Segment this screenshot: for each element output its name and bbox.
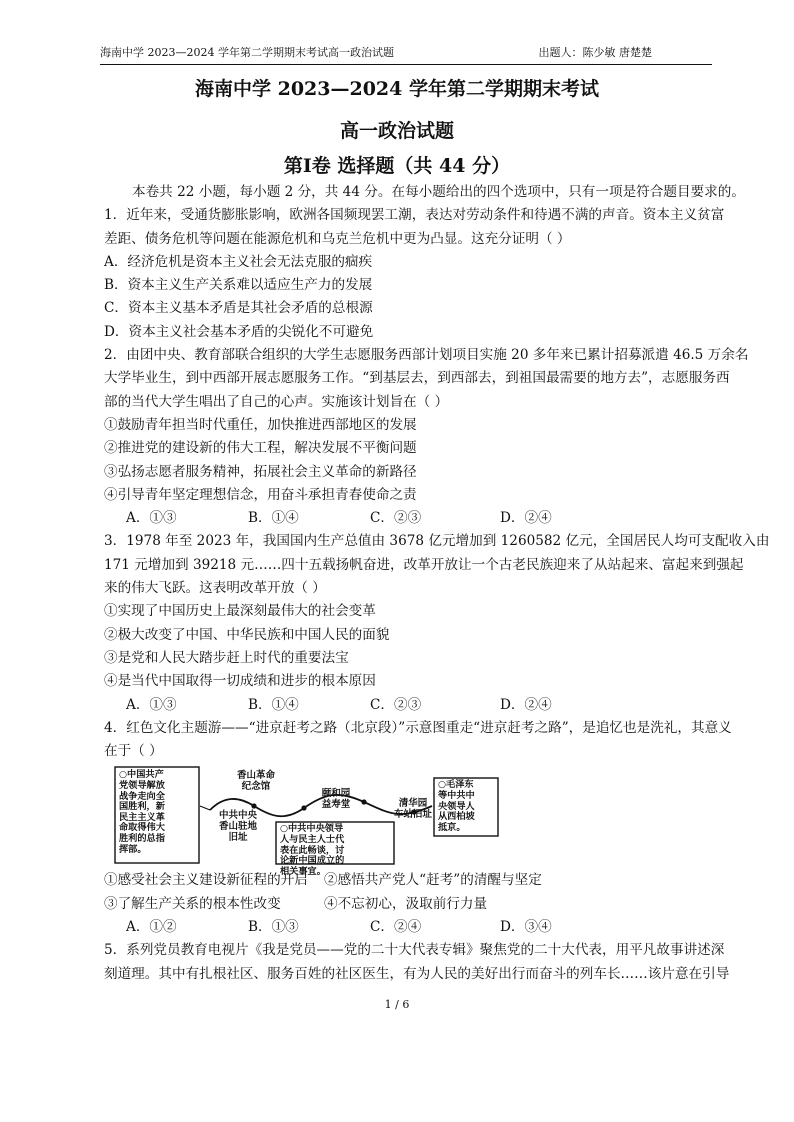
right-note: ○毛泽东 等中共中 央领导人 从西柏坡 抵京。 bbox=[438, 779, 475, 833]
node-xiangshan-memorial: 香山革命 纪念馆 bbox=[236, 770, 275, 793]
running-header bbox=[100, 44, 712, 65]
question-4 bbox=[104, 717, 732, 939]
middle-note: ○中共中央领导 人与民主人士代 表在此畅谈，讨 论新中国成立的 相关事宜。 bbox=[280, 823, 345, 877]
choice-d: D．③④ bbox=[500, 919, 552, 936]
question-3 bbox=[104, 530, 770, 716]
option-b: B．资本主义生产关系难以适应生产力的发展 bbox=[104, 277, 373, 294]
page-number: 1 / 6 bbox=[384, 998, 410, 1011]
choice-a: A．①② bbox=[126, 919, 177, 936]
left-note: ○中国共产 党领导解放 战争走向全 国胜利，新 民主主义革 命取得伟大 胜利的总指 挥部。 bbox=[119, 769, 165, 855]
statement-1: ①鼓励青年担当时代重任，加快推进西部地区的发展 bbox=[104, 416, 417, 433]
question-text: 1．近年来，受通货膨胀影响，欧洲各国频现罢工潮，表达对劳动条件和待遇不满的声音。资本主义贫富 bbox=[104, 207, 725, 224]
question-text: 171 元增加到 39218 元……四十五载扬帆奋进，改革开放让一个古老民族迎来了从站起来、富起来到强起 bbox=[104, 556, 744, 573]
statement-4: ④引导青年坚定理想信念，用奋斗承担青春使命之责 bbox=[104, 486, 417, 503]
statement-2: ②感悟共产党人“赶考”的清醒与坚定 bbox=[324, 872, 542, 889]
running-header-authors: 出题人：陈少敏 唐楚楚 bbox=[538, 46, 652, 59]
question-text: 刻道理。其中有扎根社区、服务百姓的社区医生，有为人民的美好出行而奋斗的列车长……该片意在引导 bbox=[104, 965, 730, 982]
choice-c: C．②④ bbox=[370, 919, 422, 936]
choice-c: C．②③ bbox=[370, 510, 422, 527]
statement-4: ④不忘初心，汲取前行力量 bbox=[324, 895, 488, 912]
option-a: A．经济危机是资本主义社会无法克服的痼疾 bbox=[104, 253, 373, 270]
choice-c: C．②③ bbox=[370, 696, 422, 713]
choice-b: B．①③ bbox=[248, 919, 299, 936]
statement-row bbox=[104, 893, 724, 916]
question-text: 部的当代大学生唱出了自己的心声。实施该计划旨在（ ） bbox=[104, 393, 449, 410]
question-text: 3．1978 年至 2023 年，我国国内生产总值由 3678 亿元增加到 1260582 亿元，全国居民人均可支配收入由 bbox=[104, 533, 770, 550]
choice-d: D．②④ bbox=[500, 510, 552, 527]
option-d: D．资本主义社会基本矛盾的尖锐化不可避免 bbox=[104, 323, 374, 340]
statement-2: ②推进党的建设新的伟大工程，解决发展不平衡问题 bbox=[104, 440, 417, 457]
stop-marker-xiangshan bbox=[251, 804, 256, 809]
question-5 bbox=[104, 939, 730, 986]
statement-3: ③是党和人民大踏步赶上时代的重要法宝 bbox=[104, 649, 349, 666]
question-1 bbox=[104, 204, 724, 344]
running-header-title: 海南中学 2023—2024 学年第二学期期末考试高一政治试题 bbox=[100, 46, 394, 59]
question-text: 差距、债务危机等问题在能源危机和乌克兰危机中更为凸显。这充分证明（ ） bbox=[104, 230, 571, 247]
section-title: 第Ⅰ卷 选择题（共 44 分） bbox=[283, 155, 511, 177]
choice-b: B．①④ bbox=[248, 696, 299, 713]
answer-choices bbox=[104, 916, 724, 939]
choice-b: B．①④ bbox=[248, 510, 299, 527]
subject-title: 高一政治试题 bbox=[339, 120, 454, 142]
statement-3: ③弘扬志愿者服务精神，拓展社会主义革命的新路径 bbox=[104, 463, 417, 480]
node-yiheyuan: 颐和园 益寿堂 bbox=[321, 788, 351, 811]
option-c: C．资本主义基本矛盾是其社会矛盾的总根源 bbox=[104, 300, 373, 317]
statement-1: ①感受社会主义建设新征程的开启 bbox=[104, 872, 308, 889]
statement-2: ②极大改变了中国、中华民族和中国人民的面貌 bbox=[104, 626, 390, 643]
answer-choices bbox=[104, 507, 724, 530]
statement-3: ③了解生产关系的根本性改变 bbox=[104, 895, 281, 912]
question-text: 来的伟大飞跃。这表明改革开放（ ） bbox=[104, 580, 326, 597]
question-text: 在于（ ） bbox=[104, 743, 163, 760]
exam-body bbox=[104, 181, 770, 986]
question-text: 5．系列党员教育电视片《我是党员——党的二十大代表专辑》聚焦党的二十大代表，用平凡故事讲述深 bbox=[104, 942, 725, 959]
question-text: 4．红色文化主题游——“进京赶考之路（北京段）”示意图重走“进京赶考之路”，是追忆也是洗礼，其意义 bbox=[104, 719, 732, 736]
statement-row bbox=[104, 869, 724, 892]
exam-title: 海南中学 2023—2024 学年第二学期期末考试 bbox=[195, 78, 599, 100]
question-text: 大学毕业生，到中西部开展志愿服务工作。“到基层去，到西部去，到祖国最需要的地方去”，志愿服务西 bbox=[104, 370, 730, 387]
node-qinghua-station: 清华园 车站旧址 bbox=[393, 798, 432, 821]
left-connector bbox=[200, 806, 210, 810]
statement-4: ④是当代中国取得一切成绩和进步的根本原因 bbox=[104, 673, 376, 690]
node-zhongyang-xiangshan: 中共中央 香山驻地 旧址 bbox=[218, 810, 257, 844]
route-diagram bbox=[114, 766, 514, 877]
statement-1: ①实现了中国历史上最深刻最伟大的社会变革 bbox=[104, 603, 376, 620]
question-text: 2．由团中央、教育部联合组织的大学生志愿服务西部计划项目实施 20 多年来已累计招募派遣 46.5 万余名 bbox=[104, 347, 749, 364]
instructions: 本卷共 22 小题，每小题 2 分，共 44 分。在每小题给出的四个选项中，只有一项是符合题目要求的。 bbox=[132, 184, 745, 200]
choice-d: D．②④ bbox=[500, 696, 552, 713]
stop-marker-yihe bbox=[301, 806, 306, 811]
choice-a: A．①③ bbox=[126, 696, 177, 713]
choice-a: A．①③ bbox=[126, 510, 177, 527]
answer-choices bbox=[104, 694, 724, 717]
question-2 bbox=[104, 344, 749, 530]
